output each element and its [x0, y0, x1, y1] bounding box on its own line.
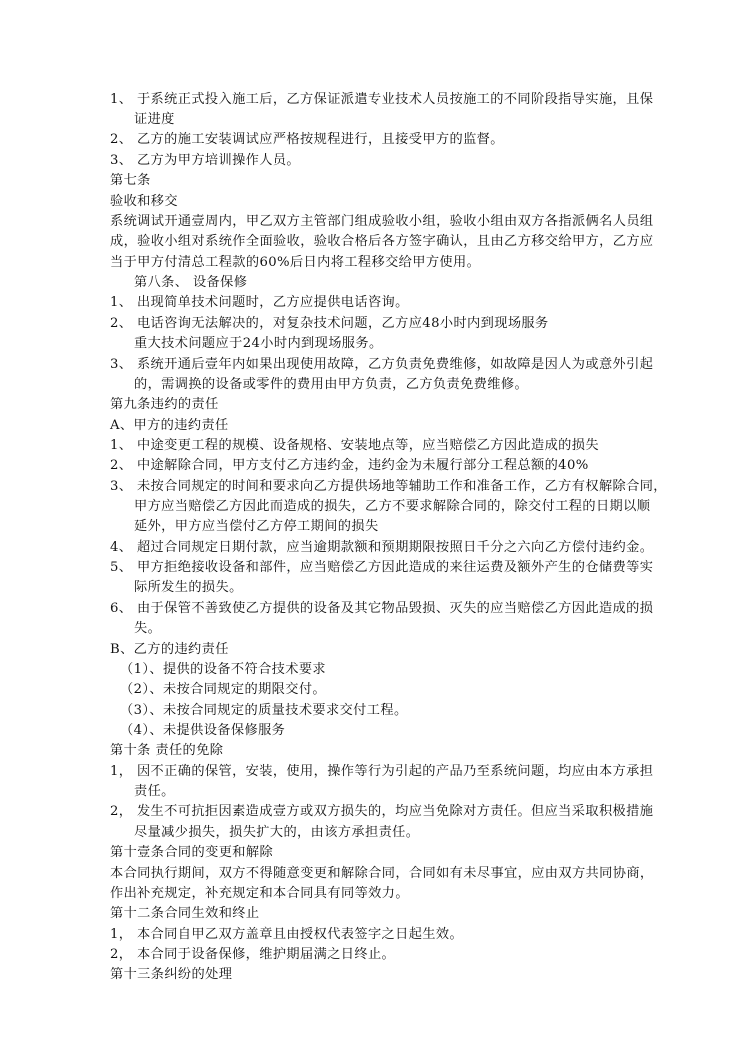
- text-line: 3、 乙方为甲方培训操作人员。: [110, 153, 301, 168]
- section-heading: 第十壹条合同的变更和解除: [110, 845, 274, 860]
- text-line: 5、 甲方拒绝接收设备和部件，应当赔偿乙方因此造成的来往运费及额外产生的仓储费等实: [110, 560, 654, 575]
- text-line: 当于甲方付清总工程款的60%后日内将工程移交给甲方使用。: [110, 255, 481, 270]
- subsection-heading: B、乙方的违约责任: [110, 642, 229, 657]
- text-line: 1， 本合同自甲乙双方盖章且由授权代表签字之日起生效。: [110, 927, 464, 942]
- text-line: 2， 本合同于设备保修，维护期届满之日终止。: [110, 947, 396, 962]
- text-line: 甲方应当赔偿乙方因此而造成的损失，乙方不要求解除合同的，除交付工程的日期以顺: [134, 499, 651, 514]
- text-line: 4、 超过合同规定日期付款，应当逾期款额和预期期限按照日千分之六向乙方偿付违约金。: [110, 540, 654, 555]
- text-line: 重大技术问题应于24小时内到现场服务。: [134, 336, 383, 351]
- text-line: 际所发生的损失。: [134, 580, 243, 595]
- section-heading: 第七条: [110, 173, 151, 188]
- subsection-heading: A、甲方的违约责任: [110, 418, 229, 433]
- section-heading: 第十条 责任的免除: [110, 743, 224, 758]
- section-heading: 第十二条合同生效和终止: [110, 906, 260, 921]
- text-line: 作出补充规定，补充规定和本合同具有同等效力。: [110, 886, 409, 901]
- text-line: 成，验收小组对系统作全面验收，验收合格后各方签字确认，且由乙方移交给甲方，乙方应: [110, 234, 654, 249]
- text-line: 的，需调换的设备或零件的费用由甲方负责，乙方负责免费维修。: [134, 377, 529, 392]
- text-line: 3、 系统开通后壹年内如果出现使用故障，乙方负责免费维修，如故障是因人为或意外引起: [110, 357, 654, 372]
- text-line: 1、 于系统正式投入施工后，乙方保证派遣专业技术人员按施工的不同阶段指导实施，且保: [110, 92, 654, 107]
- section-heading: 第九条违约的责任: [110, 397, 219, 412]
- text-line: 尽量减少损失，损失扩大的，由该方承担责任。: [134, 825, 420, 840]
- text-line: （1）、提供的设备不符合技术要求: [120, 662, 327, 677]
- text-line: 2， 发生不可抗拒因素造成壹方或双方损失的，均应当免除对方责任。但应当采取积极措施: [110, 804, 654, 819]
- text-line: （4）、未提供设备保修服务: [120, 723, 286, 738]
- text-line: 1， 因不正确的保管，安装，使用，操作等行为引起的产品乃至系统问题，均应由本方承担: [110, 764, 654, 779]
- text-line: 2、 电话咨询无法解决的，对复杂技术问题，乙方应48小时内到现场服务: [110, 316, 549, 331]
- text-line: （2）、未按合同规定的期限交付。: [120, 682, 327, 697]
- text-line: 失。: [134, 621, 162, 636]
- text-line: 1、 中途变更工程的规模、设备规格、安装地点等，应当赔偿乙方因此造成的损失: [110, 438, 599, 453]
- text-line: 3、 未按合同规定的时间和要求向乙方提供场地等辅助工作和准备工作，乙方有权解除合同，: [110, 479, 667, 494]
- text-line: 系统调试开通壹周内，甲乙双方主管部门组成验收小组，验收小组由双方各指派俩名人员组: [110, 214, 654, 229]
- text-line: 延外，甲方应当偿付乙方停工期间的损失: [134, 519, 379, 534]
- section-heading: 验收和移交: [110, 194, 178, 209]
- text-line: 本合同执行期间，双方不得随意变更和解除合同，合同如有未尽事宜，应由双方共同协商，: [110, 866, 654, 881]
- text-line: 责任。: [134, 784, 175, 799]
- text-line: 证进度: [134, 112, 175, 127]
- text-line: 1、 出现简单技术问题时，乙方应提供电话咨询。: [110, 295, 409, 310]
- text-line: 6、 由于保管不善致使乙方提供的设备及其它物品毁损、灭失的应当赔偿乙方因此造成的损: [110, 601, 654, 616]
- text-line: （3）、未按合同规定的质量技术要求交付工程。: [120, 703, 408, 718]
- text-line: 2、 中途解除合同，甲方支付乙方违约金，违约金为未履行部分工程总额的40%: [110, 458, 589, 473]
- section-heading: 第十三条纠纷的处理: [110, 967, 233, 982]
- text-line: 2、 乙方的施工安装调试应严格按规程进行，且接受甲方的监督。: [110, 132, 504, 147]
- section-heading: 第八条、 设备保修: [134, 275, 248, 290]
